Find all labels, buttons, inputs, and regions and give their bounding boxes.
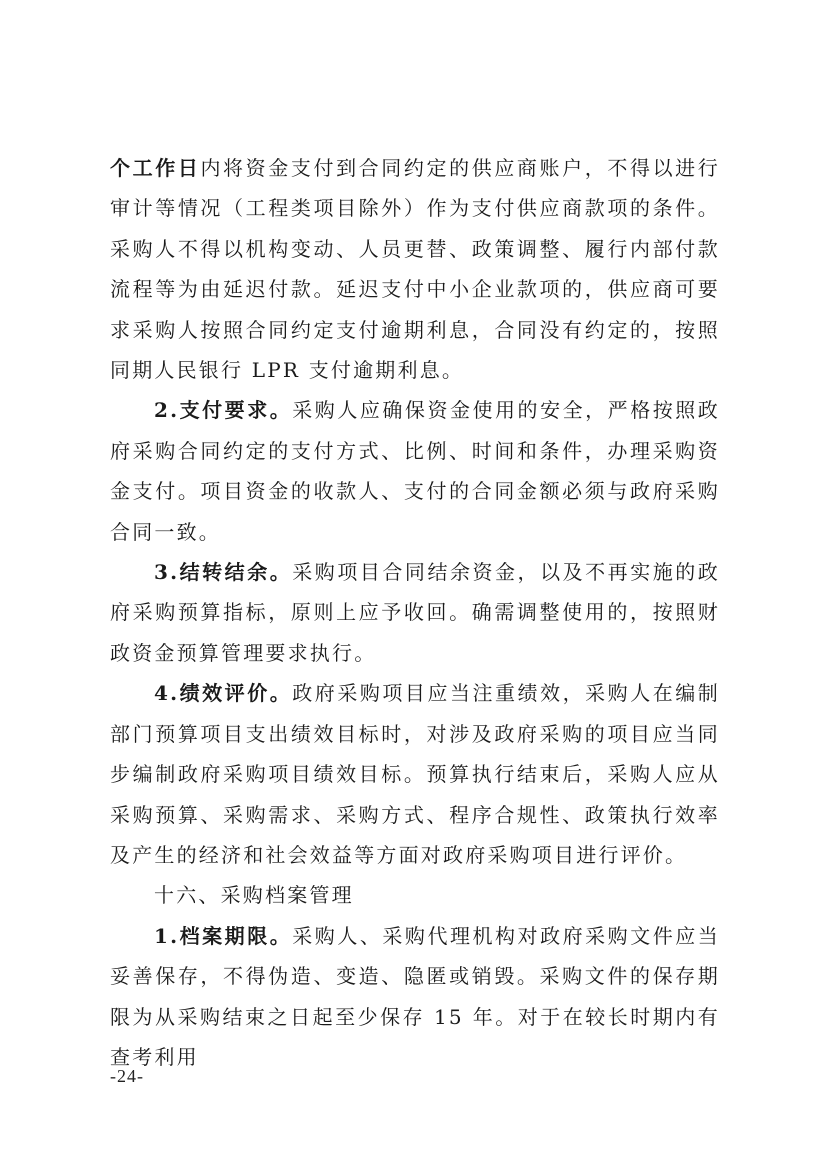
paragraph-carryover-balance — [110, 552, 720, 673]
paragraph-lead: 个工作日 — [110, 156, 201, 180]
page-number: -24- — [110, 1066, 144, 1086]
paragraph-text: 采购项目合同结余资金，以及不再实施的政府采购预算指标，原则上应予收回。确需调整使用的，按照财政资金预算管理要求执行。 — [110, 560, 720, 665]
paragraph-text: 采购人、采购代理机构对政府采购文件应当妥善保存，不得伪造、变造、隐匿或销毁。采购文件的保存期限为从采购结束之日起至少保存 15 年。对于在较长时期内有查考利用 — [110, 923, 720, 1069]
paragraph-text: 采购人应确保资金使用的安全，严格按照政府采购合同约定的支付方式、比例、时间和条件，办理采购资金支付。项目资金的收款人、支付的合同金额必须与政府采购合同一致。 — [110, 398, 720, 544]
paragraph-lead: 4.绩效评价。 — [154, 681, 293, 706]
document-body — [110, 148, 720, 1077]
paragraph-payment-requirements — [110, 390, 720, 552]
paragraph-text: 内将资金支付到合同约定的供应商账户，不得以进行审计等情况（工程类项目除外）作为支付供应商款项的条件。采购人不得以机构变动、人员更替、政策调整、履行内部付款流程等为由延迟付款。延迟支付中小企业款项的，供应商可要求采购人按照合同约定支付逾期利息，合同没有约定的，按照同期人民银行 LPR 支付逾期利息。 — [110, 156, 720, 383]
paragraph-archive-period — [110, 916, 720, 1078]
paragraph-lead: 1.档案期限。 — [154, 923, 293, 948]
paragraph-performance-evaluation — [110, 673, 720, 875]
paragraph-lead: 2.支付要求。 — [154, 398, 293, 423]
paragraph-lead: 3.结转结余。 — [154, 560, 293, 585]
paragraph-text: 政府采购项目应当注重绩效，采购人在编制部门预算项目支出绩效目标时，对涉及政府采购的项目应当同步编制政府采购项目绩效目标。预算执行结束后，采购人应从采购预算、采购需求、采购方式、程序合规性、政策执行效率及产生的经济和社会效益等方面对政府采购项目进行评价。 — [110, 681, 720, 867]
paragraph-payment-continuation — [110, 148, 720, 390]
section-heading: 十六、采购档案管理 — [154, 883, 354, 908]
